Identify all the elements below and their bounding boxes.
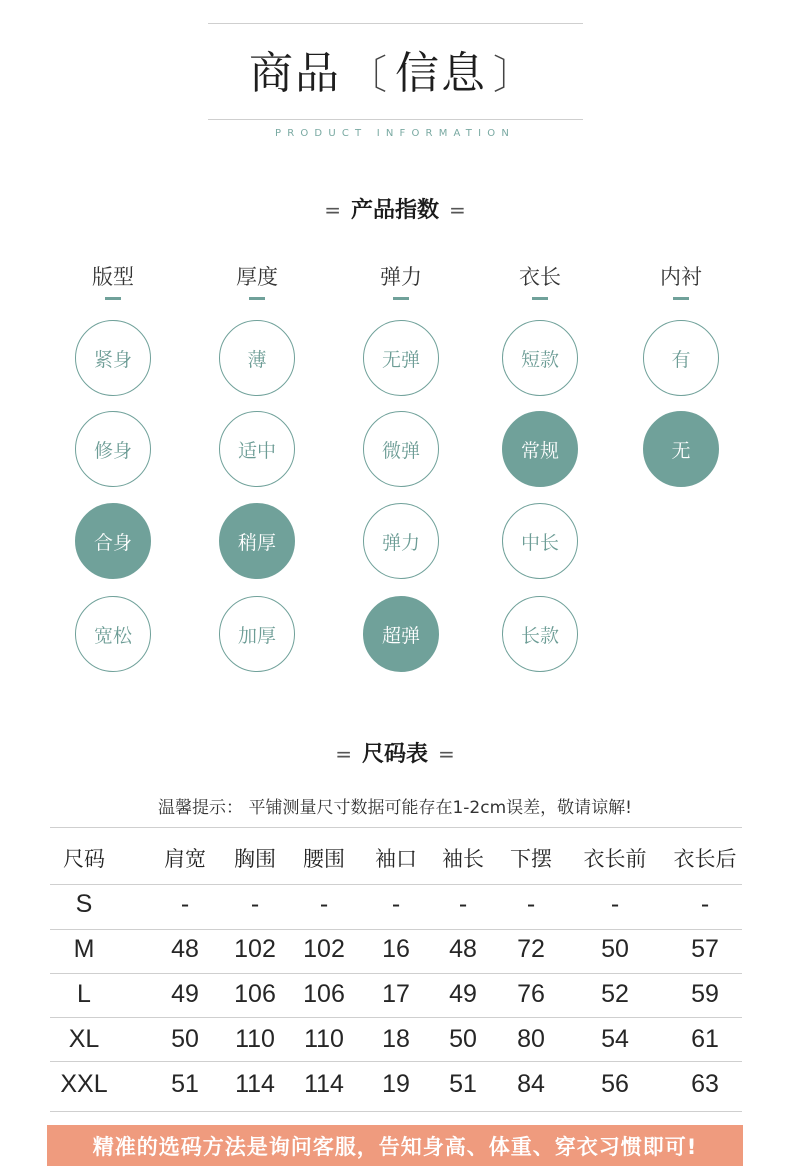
table-header-cell: 腰围 <box>303 847 345 871</box>
table-cell: 50 <box>449 1025 477 1053</box>
table-header-cell: 胸围 <box>234 847 276 871</box>
index-column-header <box>626 262 736 300</box>
index-option: 长款 <box>502 596 578 672</box>
table-cell: 50 <box>171 1025 199 1053</box>
table-size-label: L <box>77 980 91 1008</box>
table-cell: 114 <box>304 1070 344 1098</box>
index-column-label: 厚度 <box>236 265 278 289</box>
index-option: 有 <box>643 320 719 396</box>
sizing-advice-banner: 精准的选码方法是询问客服，告知身高、体重、穿衣习惯即可! <box>47 1125 743 1166</box>
index-option-selected: 超弹 <box>363 596 439 672</box>
index-option: 宽松 <box>75 596 151 672</box>
table-header-cell: 下摆 <box>510 847 552 871</box>
size-section-title: = 尺码表 = <box>335 742 455 767</box>
table-cell: 49 <box>449 980 477 1008</box>
index-column-underline <box>249 297 265 300</box>
table-cell: 18 <box>382 1025 410 1053</box>
header-bottom-rule <box>208 119 583 120</box>
table-cell: 51 <box>449 1070 477 1098</box>
table-size-label: XL <box>68 1025 100 1053</box>
table-cell: 50 <box>601 935 629 963</box>
table-header-cell: 肩宽 <box>164 847 206 871</box>
index-column-header <box>485 262 595 300</box>
index-column-label: 衣长 <box>519 265 561 289</box>
table-rule <box>50 827 742 828</box>
table-cell: 106 <box>234 980 276 1008</box>
table-header-cell: 袖长 <box>442 847 484 871</box>
table-header-cell: 衣长后 <box>673 847 737 871</box>
index-section-title: = 产品指数 = <box>324 198 466 223</box>
table-header-cell: 衣长前 <box>583 847 647 871</box>
table-rule <box>50 1017 742 1018</box>
table-size-label: S <box>75 890 93 918</box>
table-cell: 57 <box>691 935 719 963</box>
table-size-label: M <box>73 935 95 963</box>
page-title <box>0 44 790 105</box>
index-option-selected: 无 <box>643 411 719 487</box>
table-cell: 48 <box>449 935 477 963</box>
table-cell: - <box>526 890 536 918</box>
header-top-rule <box>208 23 583 24</box>
table-cell: 63 <box>691 1070 719 1098</box>
table-header-cell: 尺码 <box>63 847 105 871</box>
index-option: 加厚 <box>219 596 295 672</box>
index-column-underline <box>532 297 548 300</box>
table-cell: 80 <box>517 1025 545 1053</box>
index-option: 中长 <box>502 503 578 579</box>
index-column-header <box>202 262 312 300</box>
table-cell: 56 <box>601 1070 629 1098</box>
table-cell: 102 <box>303 935 345 963</box>
table-cell: 84 <box>517 1070 545 1098</box>
table-rule <box>50 973 742 974</box>
index-column-label: 版型 <box>92 265 134 289</box>
table-cell: 114 <box>235 1070 275 1098</box>
index-option: 无弹 <box>363 320 439 396</box>
table-cell: - <box>250 890 260 918</box>
title-left: 商品 <box>249 48 341 99</box>
index-column-underline <box>393 297 409 300</box>
table-cell: 110 <box>235 1025 275 1053</box>
index-column-label: 弹力 <box>380 265 422 289</box>
table-cell: 110 <box>304 1025 344 1053</box>
index-option-selected: 常规 <box>502 411 578 487</box>
index-column-label: 内衬 <box>660 265 702 289</box>
table-cell: 16 <box>382 935 410 963</box>
table-cell: 102 <box>234 935 276 963</box>
index-option: 紧身 <box>75 320 151 396</box>
index-option-selected: 合身 <box>75 503 151 579</box>
index-column-underline <box>105 297 121 300</box>
index-column-underline <box>673 297 689 300</box>
table-cell: 52 <box>601 980 629 1008</box>
table-cell: - <box>391 890 401 918</box>
table-cell: - <box>180 890 190 918</box>
measurement-tip: 温馨提示： 平铺测量尺寸数据可能存在1-2cm误差，敬请谅解! <box>158 798 632 818</box>
table-cell: - <box>610 890 620 918</box>
table-cell: 19 <box>382 1070 410 1098</box>
table-cell: 49 <box>171 980 199 1008</box>
table-cell: 106 <box>303 980 345 1008</box>
table-cell: 48 <box>171 935 199 963</box>
table-rule <box>50 929 742 930</box>
table-cell: 51 <box>171 1070 199 1098</box>
page-subtitle: PRODUCT INFORMATION <box>274 128 516 139</box>
table-cell: 59 <box>691 980 719 1008</box>
table-header-cell: 袖口 <box>375 847 417 871</box>
index-option-selected: 稍厚 <box>219 503 295 579</box>
index-option: 薄 <box>219 320 295 396</box>
index-column-header <box>58 262 168 300</box>
table-rule <box>50 1111 742 1112</box>
index-option: 弹力 <box>363 503 439 579</box>
index-option: 适中 <box>219 411 295 487</box>
index-option: 微弹 <box>363 411 439 487</box>
title-right: 信息 <box>395 48 487 99</box>
table-cell: - <box>458 890 468 918</box>
table-size-label: XXL <box>60 1070 108 1098</box>
index-column-header <box>346 262 456 300</box>
table-rule <box>50 1061 742 1062</box>
table-cell: 72 <box>517 935 545 963</box>
table-rule <box>50 884 742 885</box>
table-cell: 61 <box>691 1025 719 1053</box>
index-option: 修身 <box>75 411 151 487</box>
table-cell: - <box>319 890 329 918</box>
bracket-open: 〔 <box>347 52 389 98</box>
table-cell: 54 <box>601 1025 629 1053</box>
index-option: 短款 <box>502 320 578 396</box>
table-cell: - <box>700 890 710 918</box>
table-cell: 76 <box>517 980 545 1008</box>
bracket-close: 〕 <box>493 52 535 98</box>
table-cell: 17 <box>382 980 410 1008</box>
